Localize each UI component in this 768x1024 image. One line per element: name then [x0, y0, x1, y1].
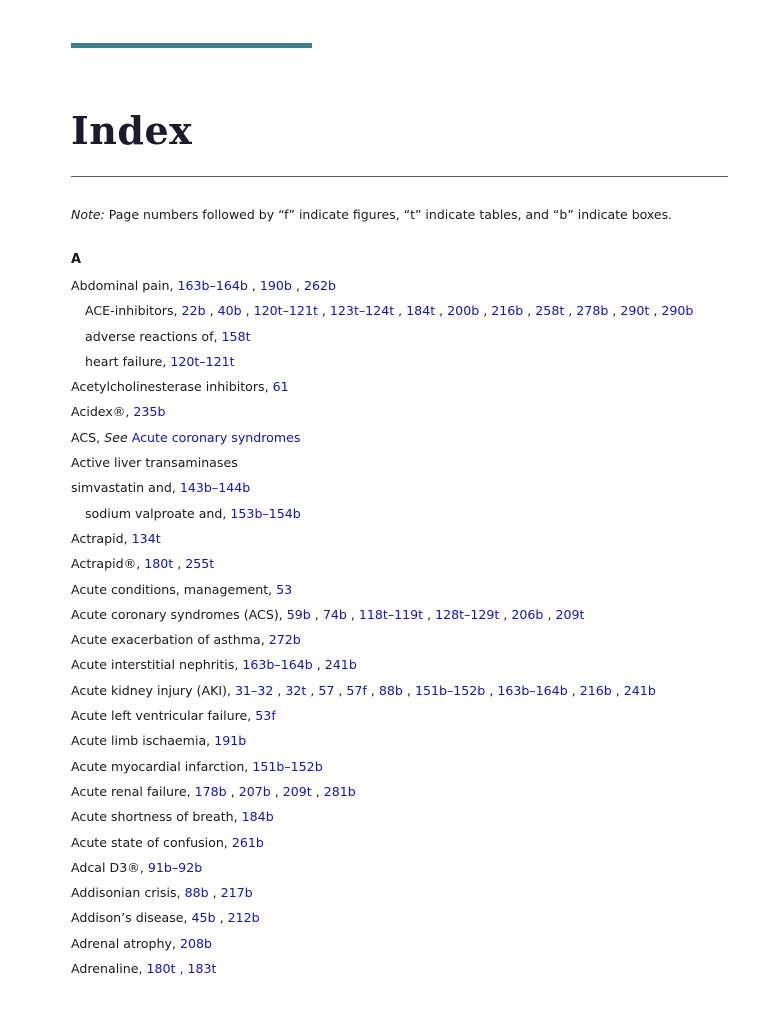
index-entry: [71, 353, 751, 378]
page-reference-link[interactable]: 153b–154b: [230, 505, 301, 521]
page-reference-link[interactable]: 45b: [191, 910, 216, 926]
page-reference-link[interactable]: 178b: [194, 783, 227, 799]
title-divider: [71, 176, 728, 177]
index-term: Acidex®,: [71, 404, 130, 420]
index-entry: [71, 378, 751, 403]
index-entry: Acute interstitial nephritis, 163b–164b , 241b: [71, 657, 357, 673]
index-term: Acute shortness of breath,: [71, 809, 238, 825]
index-term: Acute left ventricular failure,: [71, 708, 252, 724]
page-reference-link[interactable]: 120t–121t: [170, 353, 235, 369]
page-reference-link[interactable]: 241b: [623, 682, 656, 698]
page-reference-link[interactable]: 190b: [259, 278, 292, 293]
page-reference-link[interactable]: 217b: [220, 885, 253, 901]
page-reference-link[interactable]: 206b: [511, 606, 544, 622]
index-entry: [71, 479, 751, 504]
note-label: Note:: [71, 207, 105, 222]
index-term: Acute limb ischaemia,: [71, 733, 211, 749]
page-reference-link[interactable]: 91b–92b: [147, 859, 203, 875]
index-entry: [71, 808, 751, 833]
index-term: Actrapid,: [71, 530, 128, 546]
page-reference-link[interactable]: 53: [276, 581, 293, 597]
page-reference-link[interactable]: 180t: [146, 961, 176, 977]
page-reference-link[interactable]: 88b: [378, 682, 403, 698]
index-entry: [71, 530, 751, 555]
index-term: simvastatin and,: [71, 480, 176, 496]
see-reference-link[interactable]: Acute coronary syndromes: [131, 429, 301, 445]
page-reference-link[interactable]: 207b: [238, 783, 271, 799]
index-entry: Acute kidney injury (AKI), 31–32 , 32t , 57 , 57f , 88b , 151b–152b , 163b–164b , 216b , 241b: [71, 682, 656, 698]
index-entry: [71, 859, 751, 884]
index-term: Acetylcholinesterase inhibitors,: [71, 379, 269, 395]
index-entry: [71, 732, 751, 757]
page-reference-link[interactable]: 255t: [185, 556, 215, 572]
page-reference-link[interactable]: 158t: [221, 328, 251, 344]
page-reference-link[interactable]: 120t–121t: [253, 303, 318, 319]
header-accent-bar: [71, 43, 312, 48]
page-reference-link[interactable]: 118t–119t: [358, 606, 424, 622]
index-entry: [71, 403, 751, 428]
page-reference-link[interactable]: 209t: [282, 783, 312, 799]
index-entry: [71, 328, 751, 353]
index-term: Acute coronary syndromes (ACS),: [71, 606, 283, 622]
index-term: Adrenaline,: [71, 961, 143, 977]
index-entry: [71, 935, 751, 960]
section-letter: A: [71, 252, 82, 267]
page-reference-link[interactable]: 262b: [303, 278, 336, 293]
index-term: Abdominal pain,: [71, 278, 174, 293]
index-term: Acute state of confusion,: [71, 834, 228, 850]
index-entry: [71, 429, 751, 454]
index-term: Acute kidney injury (AKI),: [71, 682, 231, 698]
page-reference-link[interactable]: 32t: [285, 682, 307, 698]
index-term: ACE-inhibitors,: [85, 303, 178, 319]
page-reference-link[interactable]: 22b: [181, 303, 206, 319]
index-entry: [71, 631, 751, 656]
page-reference-link[interactable]: 134t: [131, 530, 161, 546]
index-term: sodium valproate and,: [85, 505, 227, 521]
page-reference-link[interactable]: 123t–124t: [329, 303, 395, 319]
page-reference-link[interactable]: 216b: [579, 682, 612, 698]
index-entry: Abdominal pain, 163b–164b , 190b , 262b: [71, 278, 336, 293]
index-term: Acute renal failure,: [71, 783, 191, 799]
page-reference-link[interactable]: 184b: [241, 809, 274, 825]
page-reference-link[interactable]: 57f: [346, 682, 367, 698]
page-reference-link[interactable]: 61: [272, 379, 289, 395]
page-reference-link[interactable]: 258t: [535, 303, 565, 319]
index-term: Acute conditions, management,: [71, 581, 273, 597]
index-entry: [71, 505, 751, 530]
index-term: Actrapid®,: [71, 556, 141, 572]
index-entry: [71, 834, 751, 859]
page-reference-link[interactable]: 281b: [323, 783, 356, 799]
index-term: adverse reactions of,: [85, 328, 218, 344]
index-entry: [71, 454, 751, 479]
page-reference-link[interactable]: 290t: [620, 303, 650, 319]
index-entry: ACE-inhibitors, 22b , 40b , 120t–121t , 123t–124t , 184t , 200b , 216b , 258t , 278b , 290t , 290b: [85, 303, 694, 319]
page-reference-link[interactable]: 209t: [555, 606, 585, 622]
index-entry: Actrapid®, 180t , 255t: [71, 556, 215, 572]
page-reference-link[interactable]: 184t: [406, 303, 436, 319]
index-entry: [71, 581, 751, 606]
index-entry: Addison’s disease, 45b , 212b: [71, 910, 260, 926]
index-term: Acute myocardial infarction,: [71, 758, 249, 774]
index-term: Acute interstitial nephritis,: [71, 657, 239, 673]
page-reference-link[interactable]: 88b: [184, 885, 209, 901]
page-reference-link[interactable]: 241b: [324, 657, 357, 673]
see-label: See: [104, 429, 128, 445]
index-term: Active liver transaminases: [71, 455, 238, 471]
index-term: Adrenal atrophy,: [71, 935, 176, 951]
index-term: heart failure,: [85, 353, 167, 369]
page-reference-link[interactable]: 40b: [217, 303, 242, 319]
page-reference-link[interactable]: 261b: [231, 834, 264, 850]
index-entry: Addisonian crisis, 88b , 217b: [71, 885, 253, 901]
page-reference-link[interactable]: 183t: [187, 961, 217, 977]
index-entry-list: [71, 277, 751, 985]
page-reference-link[interactable]: 216b: [491, 303, 524, 319]
page-reference-link[interactable]: 290b: [661, 303, 694, 319]
index-entry: [71, 707, 751, 732]
page-reference-link[interactable]: 53f: [255, 708, 276, 724]
page-reference-link[interactable]: 143b–144b: [179, 480, 251, 496]
page-reference-link[interactable]: 212b: [227, 910, 260, 926]
index-term: Acute exacerbation of asthma,: [71, 632, 265, 648]
index-note: [71, 207, 672, 222]
page-reference-link[interactable]: 200b: [447, 303, 480, 319]
page-reference-link[interactable]: 163b–164b: [177, 278, 248, 293]
page-reference-link[interactable]: 235b: [133, 404, 166, 420]
page-reference-link[interactable]: 74b: [322, 606, 347, 622]
index-term: Addisonian crisis,: [71, 885, 181, 901]
page-reference-link[interactable]: 59b: [286, 606, 311, 622]
page-title: Index: [71, 108, 193, 153]
page-reference-link[interactable]: 128t–129t: [435, 606, 500, 622]
page-reference-link[interactable]: 151b–152b: [414, 682, 486, 698]
page-reference-link[interactable]: 191b: [214, 733, 247, 749]
index-entry: [71, 758, 751, 783]
page-reference-link[interactable]: 57: [318, 682, 335, 698]
page-reference-link[interactable]: 163b–164b: [242, 657, 313, 673]
page-reference-link[interactable]: 163b–164b: [497, 682, 568, 698]
index-entry: Adrenaline, 180t , 183t: [71, 961, 217, 977]
page-reference-link[interactable]: 151b–152b: [252, 758, 323, 774]
page-reference-link[interactable]: 208b: [179, 935, 212, 951]
page-reference-link[interactable]: 278b: [576, 303, 609, 319]
note-text: Page numbers followed by “f” indicate figures, “t” indicate tables, and “b” indicate boxes.: [108, 207, 673, 222]
index-term: Adcal D3®,: [71, 859, 144, 875]
index-entry: Acute coronary syndromes (ACS), 59b , 74b , 118t–119t , 128t–129t , 206b , 209t: [71, 606, 585, 622]
index-term: Addison’s disease,: [71, 910, 188, 926]
index-entry: Acute renal failure, 178b , 207b , 209t , 281b: [71, 783, 356, 799]
page-reference-link[interactable]: 31–32: [235, 682, 274, 698]
page-reference-link[interactable]: 272b: [268, 632, 301, 648]
index-term: ACS,: [71, 429, 101, 445]
page-reference-link[interactable]: 180t: [144, 556, 174, 572]
